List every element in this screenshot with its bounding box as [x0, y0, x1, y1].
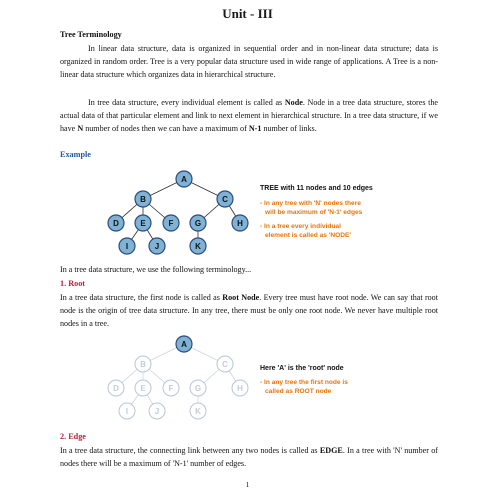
diagram1-caption-title: TREE with 11 nodes and 10 edges	[260, 185, 373, 192]
bold-n-1: N-1	[248, 124, 262, 133]
node-label-i: I	[125, 242, 129, 251]
node-label-h: H	[237, 384, 243, 393]
diagram2-bullet-line1: - In any tree the first node is	[260, 379, 348, 386]
node-label-i: I	[125, 407, 129, 416]
node-label-j: J	[154, 242, 160, 251]
text-run: In a tree data structure, the connecting link between any two nodes is called as	[60, 446, 320, 455]
text-run: . Every tree must have root node. We can say that root node is the origin of tree data structure. In any tree, there must be only one root node. We never have multiple root nodes in a tree.	[60, 293, 438, 328]
bold-node: Node	[284, 98, 303, 107]
node-label-c: C	[222, 360, 228, 369]
text-run: number of links.	[261, 124, 317, 133]
terminology-intro: In a tree data structure, we use the following terminology...	[60, 265, 252, 274]
node-label-j: J	[154, 407, 160, 416]
text-run: number of nodes then we can have a maximum of	[83, 124, 249, 133]
text-run: . In a tree with 'N' number of nodes there will be a maximum of 'N-1' number of edges.	[60, 446, 438, 468]
heading-example: Example	[60, 150, 91, 159]
diagram1-bullet2-line2: element is called as 'NODE'	[265, 232, 351, 239]
paragraph-intro-text: In linear data structure, data is organized in sequential order and in non-linear data structure; data is organized in random order. Tree is a very popular data structure used in wide range of applications. A Tree is a non-linear data structure which organizes data in hierarchical structure.	[60, 44, 438, 79]
text-run: In a tree data structure, the first node is called as	[60, 293, 223, 302]
node-label-a: A	[181, 175, 187, 184]
heading-root: 1. Root	[60, 279, 86, 288]
page-number: 1	[245, 480, 250, 489]
node-label-f: F	[168, 219, 174, 228]
paragraph-intro	[60, 42, 438, 81]
paragraph-edge	[60, 444, 438, 470]
tree-edges	[116, 179, 240, 246]
tree-edges-faded	[116, 344, 240, 411]
node-label-c: C	[222, 195, 228, 204]
tree-diagram-root	[100, 333, 400, 428]
text-run: In tree data structure, every individual element is called as	[88, 98, 285, 107]
diagram2-bullet-line2: called as ROOT node	[265, 388, 332, 395]
paragraph-node	[60, 96, 438, 135]
paragraph-root	[60, 291, 438, 330]
diagram1-bullet1-line2: will be maximum of 'N-1' edges	[265, 209, 363, 216]
node-label-e: E	[140, 219, 146, 228]
tree-nodes	[108, 171, 248, 254]
node-label-f: F	[168, 384, 174, 393]
node-label-k: K	[195, 407, 201, 416]
unit-title: Unit - III	[222, 6, 273, 21]
node-label-a-root: A	[181, 340, 187, 349]
diagram2-caption-title: Here 'A' is the 'root' node	[260, 365, 344, 372]
node-label-h: H	[237, 219, 243, 228]
node-label-b: B	[140, 360, 146, 369]
heading-tree-terminology: Tree Terminology	[60, 30, 122, 39]
bold-n: N	[77, 124, 84, 133]
node-label-d: D	[113, 384, 119, 393]
node-label-b: B	[140, 195, 146, 204]
tree-diagram-example	[100, 168, 400, 263]
node-label-k: K	[195, 242, 201, 251]
bold-root-node: Root Node	[222, 293, 260, 302]
node-label-g: G	[194, 384, 202, 393]
diagram1-bullet1-line1: - In any tree with 'N' nodes there	[260, 200, 361, 207]
text-run: . Node in a tree data structure, stores the actual data of that particular element and link to next element in hierarchical structure. In a tree data structure, if we have	[60, 98, 438, 133]
heading-edge: 2. Edge	[60, 432, 86, 441]
diagram1-bullet2-line1: - In a tree every individual	[260, 223, 341, 230]
node-label-e: E	[140, 384, 146, 393]
node-label-g: G	[194, 219, 202, 228]
bold-edge: EDGE	[319, 446, 343, 455]
node-label-d: D	[113, 219, 119, 228]
